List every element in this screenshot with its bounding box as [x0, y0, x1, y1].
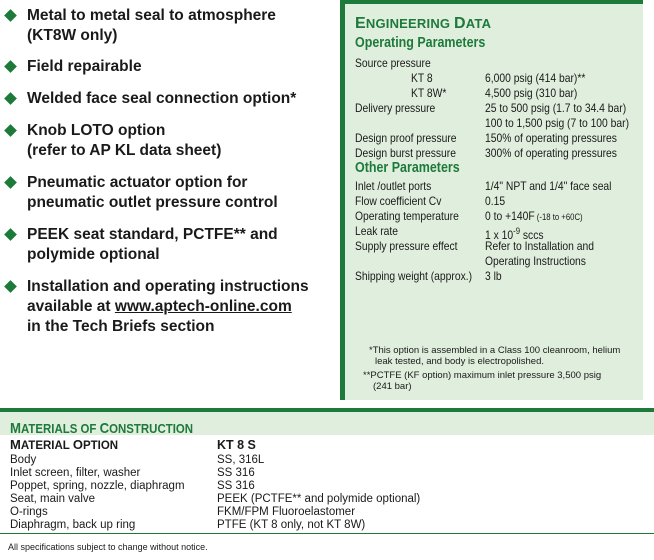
- material-value: SS, 316L: [217, 454, 265, 466]
- feature-line: PEEK seat standard, PCTFE** and: [27, 226, 278, 243]
- diamond-bullet-icon: [4, 280, 17, 293]
- kt8s-column-header: KT 8 S: [217, 438, 256, 452]
- materials-header: [0, 408, 654, 435]
- spec-label: Inlet /outlet ports: [355, 179, 432, 193]
- spec-value: 25 to 500 psig (1.7 to 34.4 bar): [485, 101, 627, 115]
- material-value: SS 316: [217, 480, 255, 492]
- material-part: O-rings: [10, 506, 48, 518]
- footnote: leak tested, and body is electropolished.: [375, 356, 544, 367]
- diamond-bullet-icon: [4, 228, 17, 241]
- spec-value: 4,500 psig (310 bar): [485, 86, 578, 100]
- spec-label: Design burst pressure: [355, 146, 456, 160]
- material-part: Inlet screen, filter, washer: [10, 467, 141, 479]
- diamond-bullet-icon: [4, 124, 17, 137]
- spec-label: Source pressure: [355, 56, 431, 70]
- feature-item: [6, 173, 336, 213]
- feature-line: polymide optional: [27, 246, 160, 263]
- feature-line: Field repairable: [27, 58, 142, 75]
- feature-line: Knob LOTO option: [27, 122, 166, 139]
- spec-value: 1/4" NPT and 1/4" face seal: [485, 179, 612, 193]
- spec-label: Delivery pressure: [355, 101, 436, 115]
- feature-line: Welded face seal connection option*: [27, 90, 297, 107]
- feature-line: Installation and operating instructions: [27, 278, 309, 295]
- footnote: (241 bar): [373, 381, 412, 392]
- footnote: *This option is assembled in a Class 100 cleanroom, helium: [369, 345, 621, 356]
- spec-label: KT 8W*: [411, 86, 447, 100]
- operating-parameters-heading: Operating Parameters: [355, 35, 486, 51]
- spec-label: Flow coefficient Cv: [355, 194, 442, 208]
- feature-item: [6, 225, 336, 265]
- feature-text: available at: [27, 298, 115, 315]
- material-value: FKM/FPM Fluoroelastomer: [217, 506, 356, 518]
- feature-line: [27, 297, 336, 317]
- spec-value: Operating Instructions: [485, 254, 586, 268]
- other-parameters-heading: Other Parameters: [355, 160, 460, 176]
- engineering-data-title: ENGINEERING DATA: [355, 15, 492, 32]
- spec-label: Design proof pressure: [355, 131, 457, 145]
- feature-item: [6, 89, 336, 109]
- feature-item: [6, 277, 336, 337]
- feature-line: (KT8W only): [27, 27, 118, 44]
- material-value: SS 316: [217, 467, 255, 479]
- feature-line: (refer to AP KL data sheet): [27, 142, 222, 159]
- material-part: Body: [10, 454, 37, 466]
- footer-divider: [0, 533, 654, 534]
- spec-value: 1 x $10^{-9}$ sccs: [485, 226, 544, 242]
- feature-line: Pneumatic actuator option for: [27, 174, 248, 191]
- feature-line: Metal to metal seal to atmosphere: [27, 7, 276, 24]
- feature-item: [6, 57, 336, 77]
- feature-line: in the Tech Briefs section: [27, 318, 215, 335]
- diamond-bullet-icon: [4, 92, 17, 105]
- website-link[interactable]: www.aptech-online.com: [114, 298, 292, 315]
- diamond-bullet-icon: [4, 60, 17, 73]
- spec-value: 100 to 1,500 psig (7 to 100 bar): [485, 116, 630, 130]
- spec-value: 3 lb: [485, 269, 502, 283]
- engineering-data-panel: [340, 0, 643, 400]
- spec-value: 0 to +140F (-18 to +60C): [485, 209, 583, 223]
- material-option-column-header: MATERIAL OPTION: [10, 437, 119, 452]
- spec-label: Operating temperature: [355, 209, 459, 223]
- spec-label: Leak rate: [355, 224, 399, 238]
- material-value: PEEK (PCTFE** and polymide optional): [217, 493, 421, 505]
- material-part: Diaphragm, back up ring: [10, 519, 136, 531]
- feature-item: [6, 121, 336, 161]
- material-part: Seat, main valve: [10, 493, 96, 505]
- feature-line: pneumatic outlet pressure control: [27, 194, 278, 211]
- material-value: PTFE (KT 8 only, not KT 8W): [217, 519, 366, 531]
- materials-title: MATERIALS OF CONSTRUCTION: [10, 420, 194, 437]
- footnote: **PCTFE (KF option) maximum inlet pressure 3,500 psig: [363, 370, 602, 381]
- spec-value: 6,000 psig (414 bar)**: [485, 71, 586, 85]
- spec-value: Refer to Installation and: [485, 239, 595, 253]
- spec-label: KT 8: [411, 71, 433, 85]
- spec-label: Shipping weight (approx.): [355, 269, 473, 283]
- spec-value: 300% of operating pressures: [485, 146, 617, 160]
- spec-label: Supply pressure effect: [355, 239, 458, 253]
- diamond-bullet-icon: [4, 176, 17, 189]
- material-part: Poppet, spring, nozzle, diaphragm: [10, 480, 185, 492]
- spec-value: 150% of operating pressures: [485, 131, 617, 145]
- feature-item: [6, 6, 336, 46]
- diamond-bullet-icon: [4, 9, 17, 22]
- spec-value: 0.15: [485, 194, 506, 208]
- footer-note: All specifications subject to change without notice.: [8, 542, 208, 552]
